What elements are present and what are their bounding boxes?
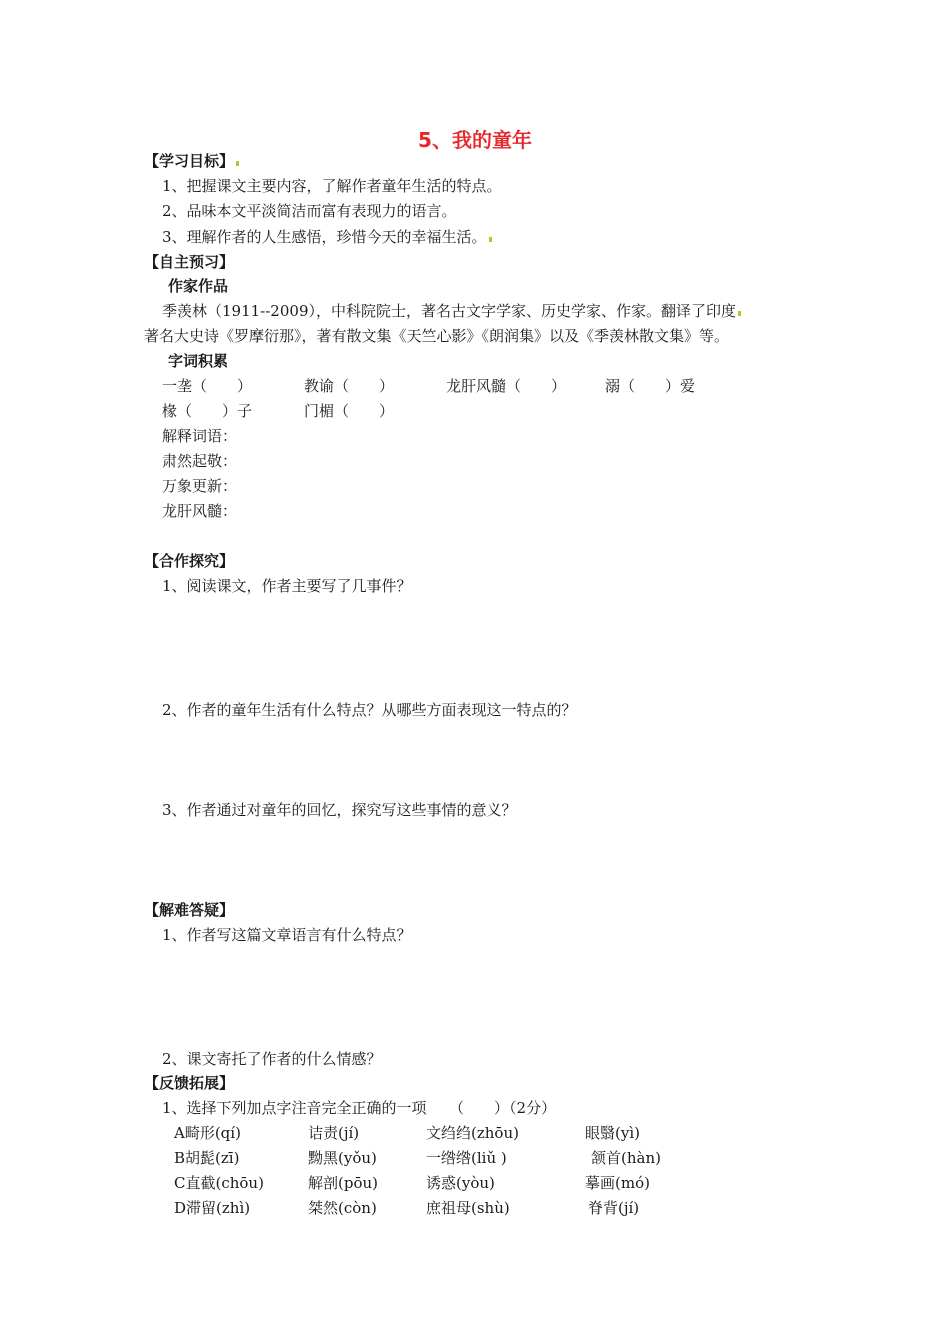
section-heading-feedback: 【反馈拓展】 [144, 1074, 235, 1092]
vocab-item: 一垄（ ） [162, 377, 253, 395]
feedback-question: 1、选择下列加点字注音完全正确的一项 （ ）（2分） [162, 1099, 557, 1117]
option-a-item-1: A畸形(qí) [174, 1124, 241, 1142]
option-b-item-4: 颔首(hàn) [591, 1149, 661, 1167]
option-b-item-1: B胡髭(zī) [174, 1149, 240, 1167]
solve-question-2: 2、课文寄托了作者的什么情感？ [162, 1050, 382, 1068]
option-a-item-3: 文绉绉(zhōu) [426, 1124, 519, 1142]
author-heading: 作家作品 [168, 277, 229, 295]
explain-item: 龙肝风髓： [162, 502, 238, 520]
vocab-item: 教谕（ ） [304, 377, 395, 395]
vocab-item: 门楣（ ） [304, 402, 395, 420]
section-heading-goals: 【学习目标】 [144, 152, 239, 170]
option-d-item-2: 桀然(còn) [308, 1199, 377, 1217]
page-title: 5、我的童年 [418, 128, 532, 152]
highlight-mark [738, 311, 741, 316]
section-heading-solve: 【解难答疑】 [144, 901, 235, 919]
explore-question-3: 3、作者通过对童年的回忆，探究写这些事情的意义？ [162, 801, 517, 819]
goal-item-1: 1、把握课文主要内容，了解作者童年生活的特点。 [162, 177, 502, 195]
explain-item: 万象更新： [162, 477, 238, 495]
option-d-item-1: D滞留(zhì) [174, 1199, 251, 1217]
option-d-item-3: 庶祖母(shù) [426, 1199, 510, 1217]
goal-item-2: 2、品味本文平淡简洁而富有表现力的语言。 [162, 202, 457, 220]
vocab-item: 溺（ ）爱 [605, 377, 696, 395]
section-heading-preview: 【自主预习】 [144, 253, 235, 271]
option-c-item-3: 诱惑(yòu) [426, 1174, 495, 1192]
option-a-item-2: 诘责(jí) [308, 1124, 360, 1142]
section-heading-explore: 【合作探究】 [144, 552, 235, 570]
explore-question-2: 2、作者的童年生活有什么特点？从哪些方面表现这一特点的？ [162, 701, 577, 719]
author-line-1: 季羡林（1911--2009），中科院院士，著名古文字学家、历史学家、作家。翻译了印度 [162, 302, 741, 320]
option-c-item-2: 解剖(pōu) [308, 1174, 378, 1192]
option-c-item-4: 摹画(mó) [585, 1174, 650, 1192]
option-d-item-4: 脊背(jí) [588, 1199, 640, 1217]
option-b-item-2: 黝黑(yǒu) [308, 1149, 377, 1167]
vocab-item: 龙肝风髓（ ） [446, 377, 567, 395]
highlight-mark [236, 161, 239, 166]
goal-item-3: 3、理解作者的人生感悟，珍惜今天的幸福生活。 [162, 228, 492, 246]
option-c-item-1: C直截(chōu) [174, 1174, 264, 1192]
option-a-item-4: 眼翳(yì) [585, 1124, 640, 1142]
vocab-heading: 字词积累 [168, 352, 229, 370]
highlight-mark [489, 237, 492, 242]
option-b-item-3: 一绺绺(liǔ ) [426, 1149, 507, 1167]
vocab-item: 椽（ ）子 [162, 402, 253, 420]
author-line-2: 著名大史诗《罗摩衍那》，著有散文集《天竺心影》《朗润集》以及《季羡林散文集》等。 [144, 327, 730, 345]
explore-question-1: 1、阅读课文，作者主要写了几事件？ [162, 577, 412, 595]
explain-item: 肃然起敬： [162, 452, 238, 470]
explain-label: 解释词语： [162, 427, 238, 445]
solve-question-1: 1、作者写这篇文章语言有什么特点？ [162, 926, 412, 944]
